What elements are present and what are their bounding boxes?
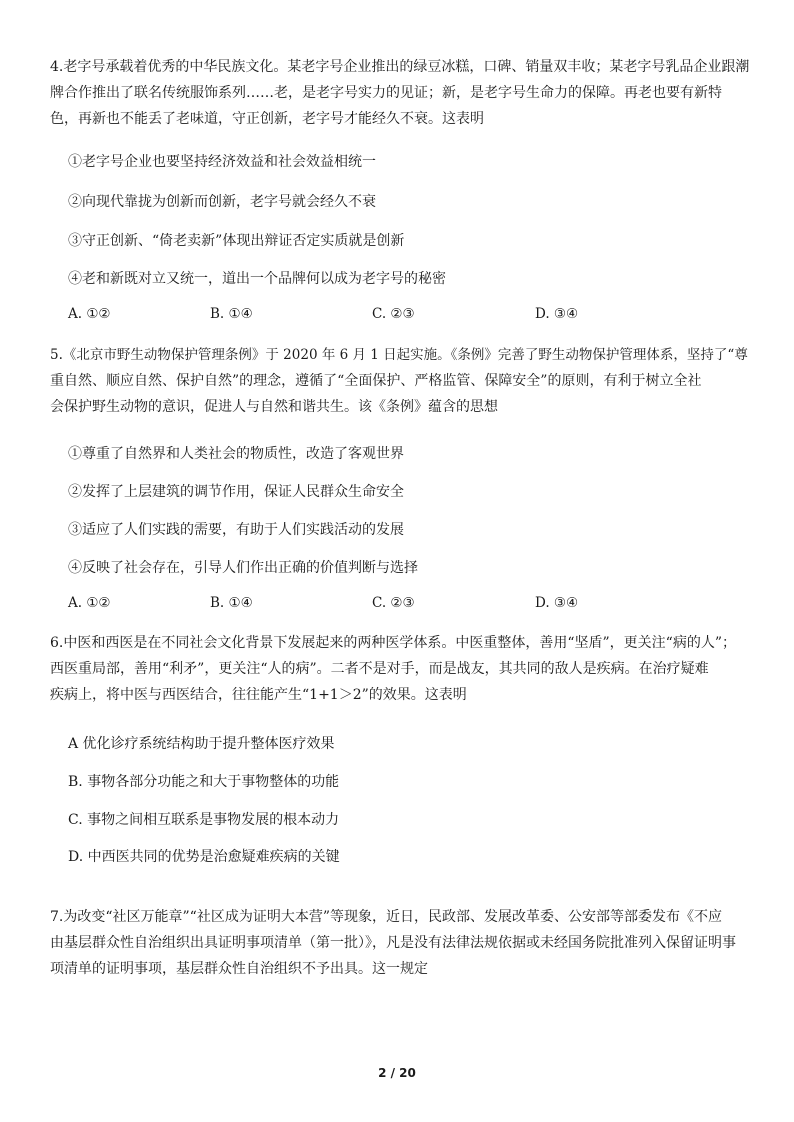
question-5-stem (50, 342, 760, 420)
stem-line: 5.《北京市野生动物保护管理条例》于 2020 年 6 月 1 日起实施。《条例》完善了野生动物保护管理体系，坚持了“尊 (50, 347, 748, 363)
stem-line: 7.为改变“社区万能章”“社区成为证明大本营”等现象，近日，民政部、发展改革委、公安部等部委发布《不应 (50, 909, 722, 925)
question-6-option-c[interactable]: C. 事物之间相互联系是事物发展的根本动力 (68, 812, 340, 828)
question-4-option-3: ③守正创新、“倚老卖新”体现出辩证否定实质就是创新 (68, 233, 405, 249)
stem-line: 6.中医和西医是在不同社会文化背景下发展起来的两种医学体系。中医重整体，善用“坚盾”，更关注“病的人”； (50, 635, 736, 651)
page-number: 2 / 20 (378, 1066, 416, 1080)
question-7-stem (50, 904, 760, 982)
choice-d[interactable]: D. ③④ (535, 306, 579, 322)
question-4-option-4: ④老和新既对立又统一，道出一个品牌何以成为老字号的秘密 (68, 271, 446, 287)
stem-line: 由基层群众性自治组织出具证明事项清单（第一批）》，凡是没有法律法规依据或未经国务院批准列入保留证明事 (50, 935, 736, 951)
stem-line: 西医重局部，善用“利矛”，更关注“人的病”。二者不是对手，而是战友，其共同的敌人是疾病。在治疗疑难 (50, 661, 709, 677)
stem-line: 牌合作推出了联名传统服饰系列……老，是老字号实力的见证；新，是老字号生命力的保障。再老也要有新特 (50, 85, 722, 101)
question-5-choices (68, 595, 628, 615)
question-5-option-4: ④反映了社会存在，引导人们作出正确的价值判断与选择 (68, 560, 418, 576)
stem-line: 重自然、顺应自然、保护自然”的理念，遵循了“全面保护、严格监管、保障安全”的原则，有利于树立全社 (50, 373, 702, 389)
choice-c[interactable]: C. ②③ (372, 306, 415, 322)
question-5-option-2: ②发挥了上层建筑的调节作用，保证人民群众生命安全 (68, 484, 404, 500)
choice-b[interactable]: B. ①④ (210, 306, 253, 322)
choice-b[interactable]: B. ①④ (210, 595, 253, 611)
choice-c[interactable]: C. ②③ (372, 595, 415, 611)
question-6-option-d[interactable]: D. 中西医共同的优势是治愈疑难疾病的关键 (68, 849, 340, 865)
stem-line: 会保护野生动物的意识，促进人与自然和谐共生。该《条例》蕴含的思想 (50, 399, 498, 415)
question-6-option-a[interactable]: A 优化诊疗系统结构助于提升整体医疗效果 (68, 736, 335, 752)
question-4-option-2: ②向现代靠拢为创新而创新，老字号就会经久不衰 (68, 194, 376, 210)
question-5-option-1: ①尊重了自然界和人类社会的物质性，改造了客观世界 (68, 446, 404, 462)
question-5-option-3: ③适应了人们实践的需要，有助于人们实践活动的发展 (68, 522, 404, 538)
question-4-choices (68, 306, 628, 326)
question-6-stem (50, 630, 760, 708)
stem-line: 项清单的证明事项，基层群众性自治组织不予出具。这一规定 (50, 961, 428, 977)
stem-line: 疾病上，将中医与西医结合，往往能产生“1+1＞2”的效果。这表明 (50, 687, 467, 703)
stem-line: 4.老字号承载着优秀的中华民族文化。某老字号企业推出的绿豆冰糕，口碑、销量双丰收；某老字号乳品企业跟潮 (50, 59, 750, 75)
choice-a[interactable]: A. ①② (68, 306, 111, 322)
stem-line: 色，再新也不能丢了老味道，守正创新，老字号才能经久不衰。这表明 (50, 111, 484, 127)
choice-a[interactable]: A. ①② (68, 595, 111, 611)
question-4-stem (50, 54, 760, 132)
question-6-option-b[interactable]: B. 事物各部分功能之和大于事物整体的功能 (68, 774, 340, 790)
choice-d[interactable]: D. ③④ (535, 595, 579, 611)
question-4-option-1: ①老字号企业也要坚持经济效益和社会效益相统一 (68, 154, 376, 170)
